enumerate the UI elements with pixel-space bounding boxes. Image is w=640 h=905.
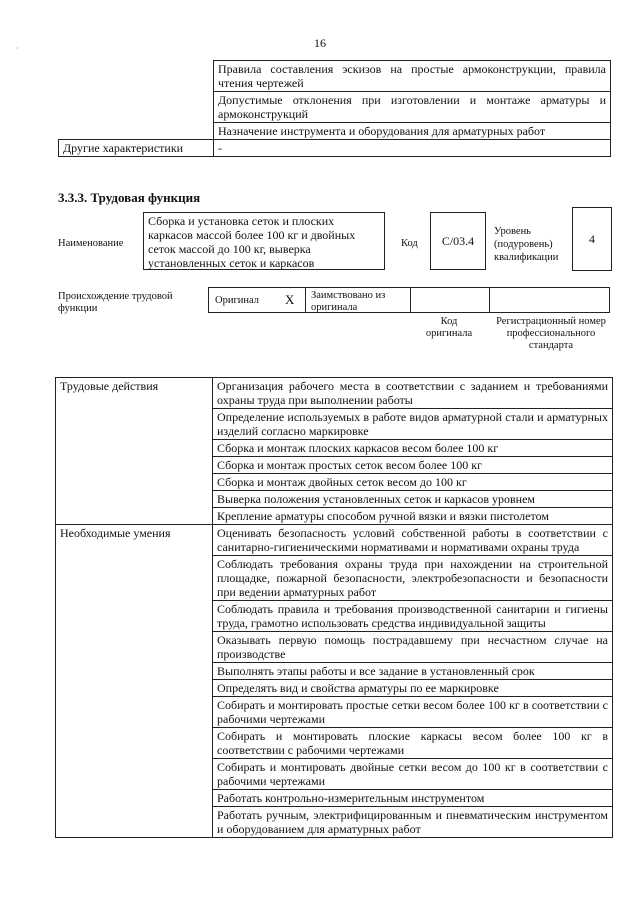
labor-action: Сборка и монтаж двойных сеток весом до 100 кг bbox=[213, 474, 613, 491]
skill: Оказывать первую помощь пострадавшему при несчастном случае на производстве bbox=[213, 632, 613, 663]
skill: Соблюдать требования охраны труда при нахождении на строительной площадке, пожарной безопасности, электробезопасности и безопасности при ведении арматурных работ bbox=[213, 556, 613, 601]
scan-speck: · bbox=[16, 44, 19, 53]
empty-cell bbox=[59, 61, 214, 140]
code-label: Код bbox=[401, 238, 418, 249]
level-label: Уровень (подуровень) квалификации bbox=[494, 226, 559, 263]
skill: Оценивать безопасность условий собственной работы в соответствии с санитарно-гигиеническими нормативами и нормативами охраны труда bbox=[213, 525, 613, 556]
divider bbox=[489, 287, 490, 313]
knowledge-row: Допустимые отклонения при изготовлении и монтаже арматуры и армоконструкций bbox=[214, 92, 611, 123]
skill: Работать контрольно-измерительным инструментом bbox=[213, 790, 613, 807]
labor-action: Выверка положения установленных сеток и каркасов уровнем bbox=[213, 491, 613, 508]
skill: Собирать и монтировать простые сетки весом более 100 кг в соответствии с рабочими чертежами bbox=[213, 697, 613, 728]
labor-action: Крепление арматуры способом ручной вязки и вязки пистолетом bbox=[213, 508, 613, 525]
skill: Определять вид и свойства арматуры по ее маркировке bbox=[213, 680, 613, 697]
original-label: Оригинал bbox=[215, 295, 259, 306]
page-number: 16 bbox=[314, 36, 326, 50]
section-title: 3.3.3. Трудовая функция bbox=[58, 190, 201, 205]
required-skills-label: Необходимые умения bbox=[56, 525, 213, 838]
knowledge-row: Назначение инструмента и оборудования для арматурных работ bbox=[214, 123, 611, 140]
knowledge-table-continued bbox=[58, 60, 611, 157]
skill: Собирать и монтировать двойные сетки весом до 100 кг в соответствии с рабочими чертежами bbox=[213, 759, 613, 790]
name-label: Наименование bbox=[58, 238, 124, 249]
divider bbox=[305, 287, 306, 313]
other-characteristics-value: - bbox=[214, 140, 611, 157]
labor-function-table bbox=[55, 377, 613, 838]
labor-action: Сборка и монтаж плоских каркасов весом более 100 кг bbox=[213, 440, 613, 457]
skill: Работать ручным, электрифицированным и пневматическим инструментом и оборудованием для арматурных работ bbox=[213, 807, 613, 838]
skill: Соблюдать правила и требования производственной санитарии и гигиены труда, грамотно использовать средства индивидуальной защиты bbox=[213, 601, 613, 632]
function-name: Сборка и установка сеток и плоских каркасов массой более 100 кг и двойных сеток массой до 100 кг, выверка установленных сеток и каркасов bbox=[143, 212, 385, 270]
origin-row bbox=[208, 287, 610, 313]
original-mark: X bbox=[285, 292, 295, 307]
skill: Выполнять этапы работы и все задание в установленный срок bbox=[213, 663, 613, 680]
code-caption: Код оригинала bbox=[425, 316, 473, 339]
borrowed-label: Заимствовано из оригинала bbox=[311, 290, 386, 313]
qualification-level: 4 bbox=[572, 207, 612, 271]
other-characteristics-label: Другие характеристики bbox=[59, 140, 214, 157]
registration-caption: Регистрационный номер профессионального стандарта bbox=[496, 316, 606, 351]
knowledge-row: Правила составления эскизов на простые армоконструкции, правила чтения чертежей bbox=[214, 61, 611, 92]
labor-action: Определение используемых в работе видов арматурной стали и арматурных изделий согласно маркировке bbox=[213, 409, 613, 440]
divider bbox=[410, 287, 411, 313]
labor-actions-label: Трудовые действия bbox=[56, 378, 213, 525]
labor-action: Сборка и монтаж простых сеток весом более 100 кг bbox=[213, 457, 613, 474]
skill: Собирать и монтировать плоские каркасы весом более 100 кг в соответствии с рабочими чертежами bbox=[213, 728, 613, 759]
origin-label: Происхождение трудовой функции bbox=[58, 291, 173, 314]
labor-action: Организация рабочего места в соответствии с заданием и требованиями охраны труда при выполнении работы bbox=[213, 378, 613, 409]
function-code: C/03.4 bbox=[430, 212, 486, 270]
